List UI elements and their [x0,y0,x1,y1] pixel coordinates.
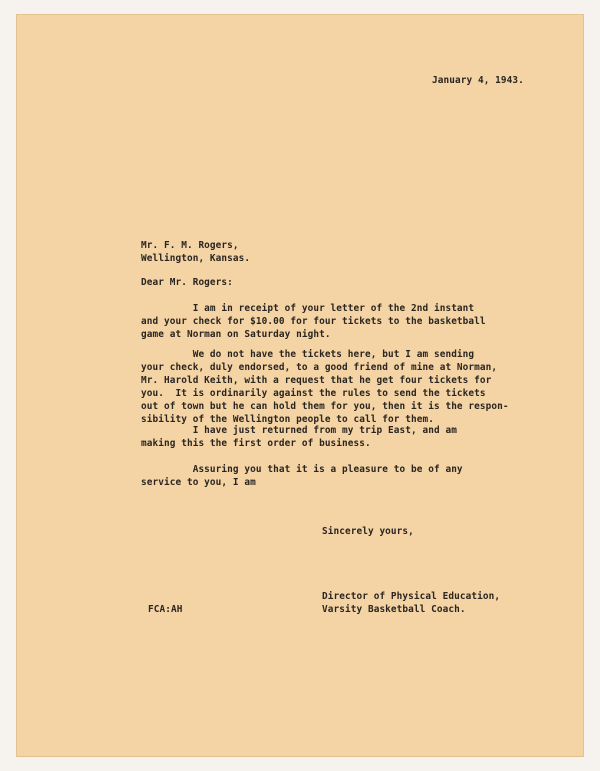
body-line: making this the first order of business. [141,438,371,449]
letter-date: January 4, 1943. [432,75,524,86]
signature-title-1: Director of Physical Education, [322,591,501,602]
reference-initials: FCA:AH [148,604,183,615]
salutation: Dear Mr. Rogers: [141,277,233,288]
body-line: you. It is ordinarily against the rules to send the tickets [141,388,486,399]
recipient-name: Mr. F. M. Rogers, [141,240,239,251]
body-paragraph-1 [141,302,486,341]
body-line: Mr. Harold Keith, with a request that he get four tickets for [141,375,492,386]
signature-title-2: Varsity Basketball Coach. [322,604,466,615]
body-line: I am in receipt of your letter of the 2nd instant [141,303,475,314]
body-line: your check, duly endorsed, to a good friend of mine at Norman, [141,362,498,373]
body-paragraph-4 [141,463,463,489]
body-line: We do not have the tickets here, but I am sending [141,349,475,360]
body-paragraph-2 [141,348,509,426]
letter-paper [16,14,584,757]
body-line: out of town but he can hold them for you, then it is the respon- [141,401,509,412]
recipient-address [141,239,250,265]
body-line: game at Norman on Saturday night. [141,329,331,340]
body-line: service to you, I am [141,477,256,488]
signature-block [322,590,500,616]
body-line: sibility of the Wellington people to call for them. [141,414,434,425]
body-paragraph-3 [141,424,457,450]
body-line: and your check for $10.00 for four tickets to the basketball [141,316,486,327]
recipient-city: Wellington, Kansas. [141,253,251,264]
body-line: Assuring you that it is a pleasure to be of any [141,464,463,475]
complimentary-close: Sincerely yours, [322,526,414,537]
body-line: I have just returned from my trip East, and am [141,425,457,436]
